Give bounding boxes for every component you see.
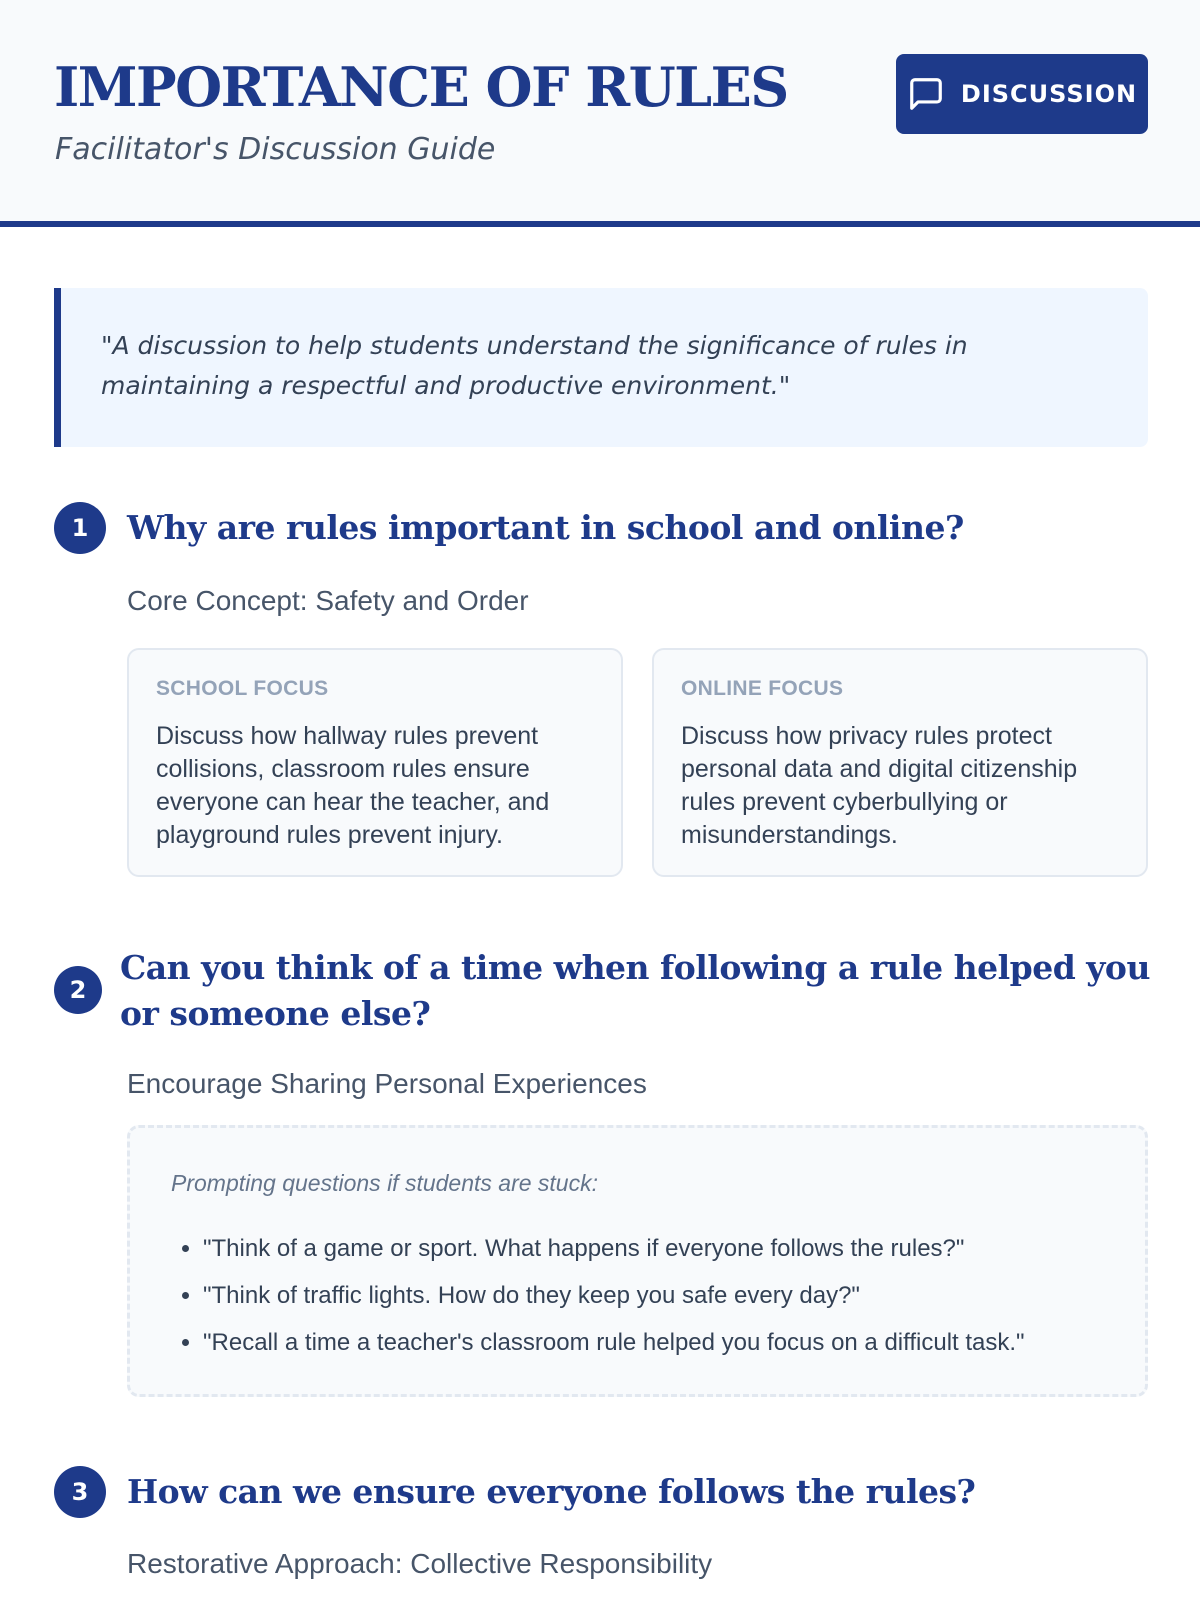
- list-item: • "Think of traffic lights. How do they keep you safe every day?": [203, 1272, 1145, 1319]
- question-concept-1: Core Concept: Safety and Order: [127, 585, 529, 616]
- school-focus-card: [127, 648, 623, 877]
- question-title-1: Why are rules important in school and online?: [127, 508, 964, 547]
- question-concept-3: Restorative Approach: Collective Responsibility: [127, 1548, 713, 1579]
- online-focus-title: ONLINE FOCUS: [681, 677, 844, 700]
- prompting-questions-heading: Prompting questions if students are stuck:: [171, 1170, 598, 1196]
- school-focus-title: SCHOOL FOCUS: [156, 677, 329, 700]
- prompting-questions-list: [171, 1225, 1145, 1366]
- list-item: • "Think of a game or sport. What happens if everyone follows the rules?": [203, 1225, 1145, 1272]
- prompting-questions-box: [127, 1125, 1148, 1397]
- discussion-badge-label: DISCUSSION: [960, 80, 1138, 108]
- discussion-badge: [896, 54, 1148, 134]
- page-subtitle: Facilitator's Discussion Guide: [55, 132, 496, 167]
- question-number-3: 3: [54, 1466, 106, 1518]
- online-focus-body: Discuss how privacy rules protect personal data and digital citizenship rules prevent cyberbullying or misunderstandings.: [681, 722, 1078, 849]
- question-number-2: 2: [54, 966, 102, 1014]
- page-title: IMPORTANCE OF RULES: [54, 55, 788, 119]
- page-header: [0, 0, 1200, 227]
- question-number-1: 1: [54, 502, 106, 554]
- chat-bubble-icon: [907, 75, 945, 113]
- list-item: • "Recall a time a teacher's classroom rule helped you focus on a difficult task.": [203, 1319, 1145, 1366]
- question-concept-2: Encourage Sharing Personal Experiences: [127, 1068, 647, 1099]
- school-focus-body: Discuss how hallway rules prevent collisions, classroom rules ensure everyone can hear the teacher, and playground rules prevent injury.: [156, 722, 550, 849]
- intro-quote-text: "A discussion to help students understand the significance of rules in maintaining a respectful and productive environment.": [101, 331, 968, 400]
- intro-quote: [54, 288, 1148, 447]
- question-title-3: How can we ensure everyone follows the rules?: [127, 1472, 976, 1511]
- online-focus-card: [652, 648, 1148, 877]
- question-title-2: Can you think of a time when following a rule helped you or someone else?: [120, 948, 1150, 1033]
